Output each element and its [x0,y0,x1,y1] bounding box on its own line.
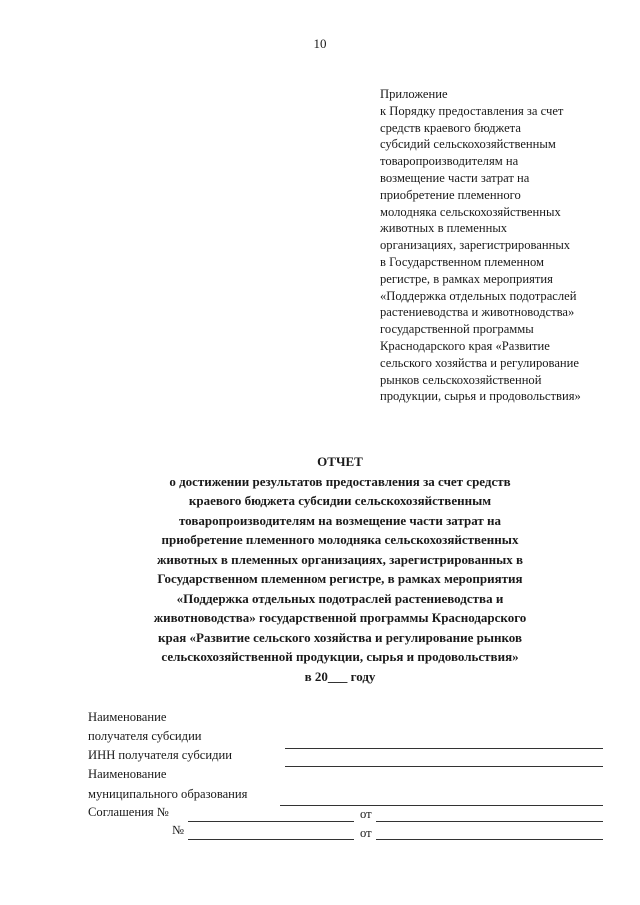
municipality-field[interactable] [280,805,603,806]
agreement-number-field[interactable] [188,821,354,822]
report-line: сельскохозяйственной продукции, сырья и продовольствия» [161,649,519,664]
appendix-line: возмещение части затрат на [380,170,530,185]
agreement-number-label: Соглашения № [88,805,169,819]
appendix-line: Приложение [380,87,448,101]
appendix-line: субсидий сельскохозяйственным [380,137,556,152]
appendix-line: приобретение племенного [380,187,521,202]
appendix-line: «Поддержка отдельных подотраслей [380,288,577,303]
report-line: животноводства» государственной программы Краснодарского [153,610,527,625]
agreement-date-label: от [360,807,372,821]
report-year-line: в 20___ году [304,668,376,684]
appendix-line: молодняка сельскохозяйственных [380,204,561,219]
report-line: товаропроизводителям на возмещение части затрат на [178,512,502,528]
appendix-line: регистре, в рамках мероприятия [380,271,553,286]
report-line: приобретение племенного молодняка сельскохозяйственных [161,532,519,547]
report-line: краевого бюджета субсидии сельскохозяйственным [188,493,492,508]
recipient-label: получателя субсидии [88,729,202,743]
report-line: о достижении результатов предоставления за счет средств [169,473,511,489]
second-date-label: от [360,826,372,840]
municipality-label: муниципального образования [88,787,248,801]
appendix-line: товаропроизводителям на [380,154,519,169]
appendix-line: рынков сельскохозяйственной [380,372,542,387]
appendix-line: организациях, зарегистрированных [380,238,571,253]
appendix-line: растениеводства и животноводства» [380,305,575,320]
report-line: «Поддержка отдельных подотраслей растениеводства и [176,590,504,606]
report-title: ОТЧЕТ [317,454,363,469]
second-number-field[interactable] [188,839,354,840]
appendix-line: средств краевого бюджета [380,120,521,135]
appendix-line: Краснодарского края «Развитие [380,338,550,353]
appendix-line: продукции, сырья и продовольствия» [380,389,581,404]
appendix-line: сельского хозяйства и регулирование [380,355,579,370]
second-date-field[interactable] [376,839,603,840]
inn-field[interactable] [285,766,603,767]
recipient-label: Наименование [88,710,167,724]
inn-label: ИНН получателя субсидии [88,748,232,762]
report-line: Государственном племенном регистре, в рамках мероприятия [157,571,523,586]
appendix-line: животных в племенных [380,221,508,236]
page-number: 10 [313,36,327,51]
appendix-line: государственной программы [380,322,534,337]
report-line: края «Развитие сельского хозяйства и регулирование рынков [158,629,522,645]
municipality-label: Наименование [88,767,167,781]
appendix-line: к Порядку предоставления за счет [380,103,564,118]
appendix-line: в Государственном племенном [380,254,544,269]
agreement-date-field[interactable] [376,821,603,822]
report-line: животных в племенных организациях, зарегистрированных в [156,551,524,567]
agreement-number-label: № [172,823,185,837]
recipient-name-field[interactable] [285,748,603,749]
